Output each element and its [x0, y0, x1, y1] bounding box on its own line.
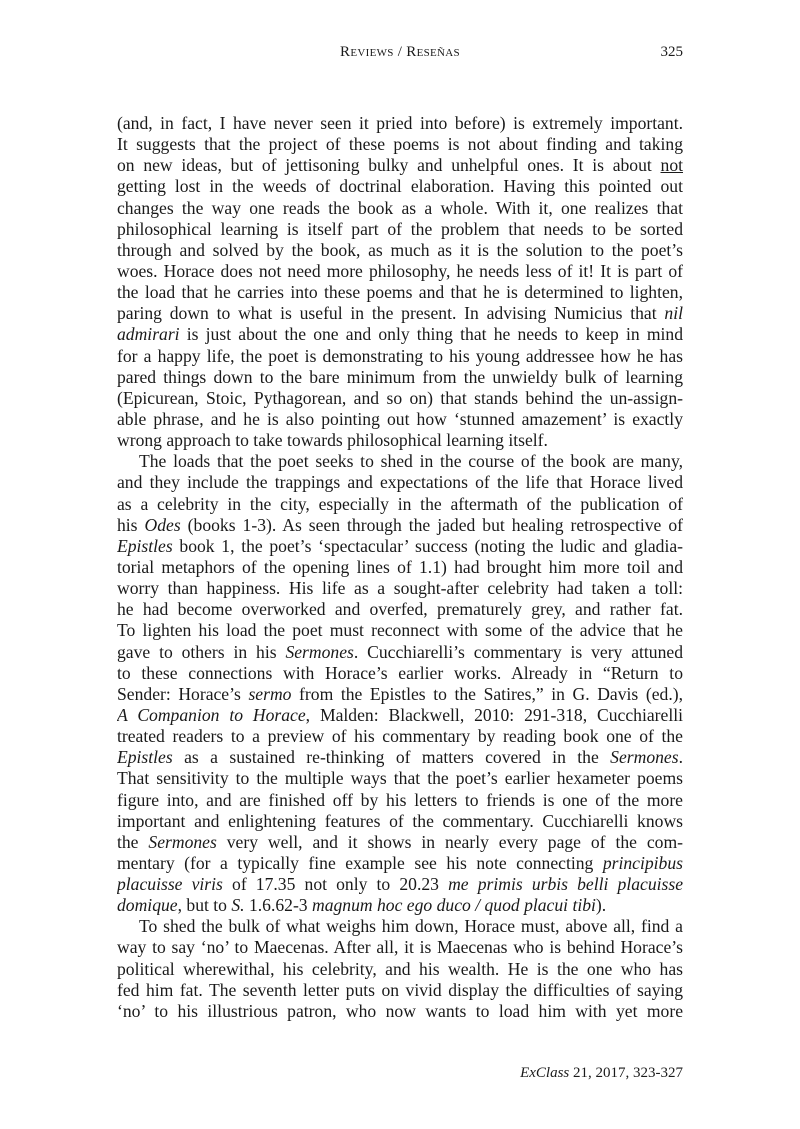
text-line: That sensitivity to the multiple ways that the poet’s earlier hexameter poems — [117, 768, 683, 789]
text-line: through and solved by the book, as much as it is the solution to the poet’s — [117, 239, 683, 260]
text-line: placuisse viris of 17.35 not only to 20.23 me primis urbis belli placuisse — [117, 874, 683, 895]
text-line: torial metaphors of the opening lines of 1.1) had brought him more toil and — [117, 556, 683, 577]
journal-name: ExClass — [520, 1065, 570, 1081]
text-line: (Epicurean, Stoic, Pythagorean, and so on) that stands behind the un-assign- — [117, 387, 683, 408]
text-line: philosophical learning is itself part of the problem that needs to be sorted — [117, 218, 683, 239]
text-line: gave to others in his Sermones. Cucchiarelli’s commentary is very attuned — [117, 641, 683, 662]
text-line: able phrase, and he is also pointing out how ‘stunned amazement’ is exactly — [117, 408, 683, 429]
text-line: woes. Horace does not need more philosophy, he needs less of it! It is part of — [117, 260, 683, 281]
text-line: political wherewithal, his celebrity, and his wealth. He is the one who has — [117, 958, 683, 979]
text-line: the load that he carries into these poems and that he is determined to lighten, — [117, 282, 683, 303]
text-line: to these connections with Horace’s earlier works. Already in “Return to — [117, 662, 683, 683]
text-line: Sender: Horace’s sermo from the Epistles to the Satires,” in G. Davis (ed.), — [117, 683, 683, 704]
text-line: A Companion to Horace, Malden: Blackwell, 2010: 291-318, Cucchiarelli — [117, 704, 683, 725]
text-line: It suggests that the project of these poems is not about finding and taking — [117, 134, 683, 155]
text-line: pared things down to the bare minimum from the unwieldy bulk of learning — [117, 366, 683, 387]
text-line: fed him fat. The seventh letter puts on vivid display the difficulties of saying — [117, 979, 683, 1000]
text-line: for a happy life, the poet is demonstrating to his young addressee how he has — [117, 345, 683, 366]
text-line: (and, in fact, I have never seen it pried into before) is extremely important. — [117, 113, 683, 133]
text-line: way to say ‘no’ to Maecenas. After all, it is Maecenas who is behind Horace’s — [117, 937, 683, 958]
text-line: wrong approach to take towards philosophical learning itself. — [117, 430, 548, 451]
text-line: Epistles as a sustained re-thinking of matters covered in the Sermones. — [117, 747, 683, 768]
text-line: The loads that the poet seeks to shed in the course of the book are many, — [139, 451, 683, 472]
page-number: 325 — [660, 44, 683, 60]
text-line: admirari is just about the one and only thing that he needs to keep in mind — [117, 324, 683, 345]
text-line: his Odes (books 1-3). As seen through the jaded but healing retrospective of — [117, 514, 683, 535]
text-line: mentary (for a typically fine example see his note connecting principibus — [117, 852, 683, 873]
text-line: important and enlightening features of the commentary. Cucchiarelli knows — [117, 810, 683, 831]
text-line: the Sermones very well, and it shows in nearly every page of the com- — [117, 831, 683, 852]
citation-details: 21, 2017, 323-327 — [569, 1065, 683, 1081]
text-line: domique, but to S. 1.6.62-3 magnum hoc ego duco / quod placui tibi). — [117, 895, 607, 916]
text-line: ‘no’ to his illustrious patron, who now wants to load him with yet more — [117, 1000, 683, 1021]
text-line: figure into, and are finished off by his letters to friends is one of the more — [117, 789, 683, 810]
text-line: Epistles book 1, the poet’s ‘spectacular’ success (noting the ludic and gladia- — [117, 535, 683, 556]
text-line: on new ideas, but of jettisoning bulky and unhelpful ones. It is about not — [117, 155, 683, 176]
text-line: changes the way one reads the book as a whole. With it, one realizes that — [117, 197, 683, 218]
text-line: To lighten his load the poet must reconnect with some of the advice that he — [117, 620, 683, 641]
text-line: getting lost in the weeds of doctrinal elaboration. Having this pointed out — [117, 176, 683, 197]
text-line: paring down to what is useful in the present. In advising Numicius that nil — [117, 303, 683, 324]
text-line: treated readers to a preview of his commentary by reading book one of the — [117, 726, 683, 747]
text-line: as a celebrity in the city, especially in the aftermath of the publication of — [117, 493, 683, 514]
footer-citation — [520, 1065, 683, 1082]
text-line: worry than happiness. His life as a sought-after celebrity had taken a toll: — [117, 578, 683, 599]
text-line: and they include the trappings and expectations of the life that Horace lived — [117, 472, 683, 493]
body-text — [117, 113, 683, 1022]
running-head — [117, 44, 683, 68]
running-title: Reviews / Reseñas — [340, 44, 460, 60]
text-line: To shed the bulk of what weighs him down, Horace must, above all, find a — [139, 916, 683, 937]
text-line: he had become overworked and overfed, prematurely grey, and rather fat. — [117, 599, 683, 620]
